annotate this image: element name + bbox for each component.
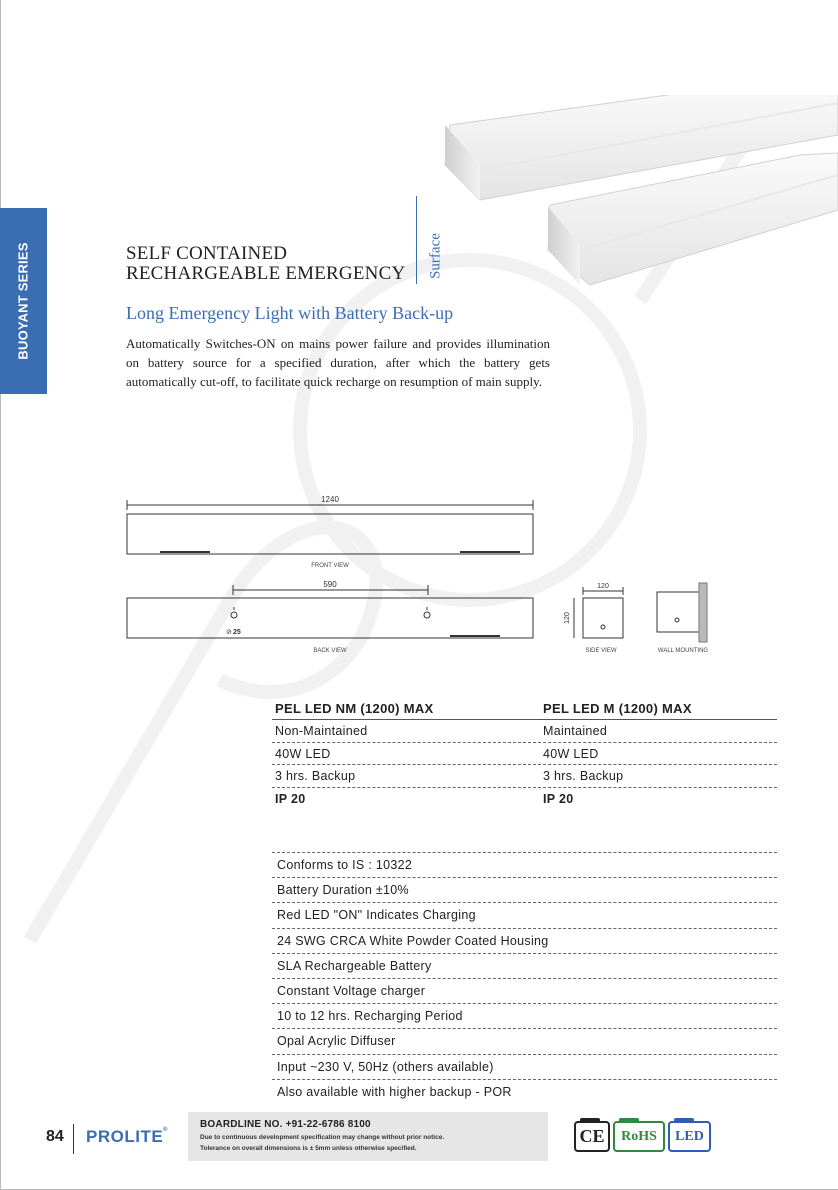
- back-view: [127, 585, 533, 638]
- front-view-label: FRONT VIEW: [311, 563, 349, 569]
- spec-cell: Maintained: [543, 724, 608, 738]
- back-dia-dim: 25: [233, 629, 241, 636]
- feature-item: 24 SWG CRCA White Powder Coated Housing: [272, 929, 777, 954]
- spec-cell: 40W LED: [275, 746, 331, 761]
- front-width-dim: 1240: [321, 495, 339, 504]
- ce-certification-badge: CE: [574, 1121, 610, 1152]
- feature-item: Constant Voltage charger: [272, 979, 777, 1004]
- brand-name: PROLITE: [86, 1127, 164, 1146]
- spec-cell: IP 20: [275, 791, 306, 806]
- spec-cell: IP 20: [543, 791, 574, 806]
- led-certification-badge: LED: [668, 1121, 711, 1152]
- rohs-certification-badge: RoHS: [613, 1121, 665, 1152]
- feature-item: SLA Rechargeable Battery: [272, 954, 777, 979]
- spec-cell: 3 hrs. Backup: [275, 769, 356, 783]
- boardline-number: BOARDLINE NO. +91-22-6786 8100: [200, 1119, 371, 1130]
- spec-row: [272, 720, 777, 743]
- footer-disclaimer: [200, 1132, 548, 1154]
- product-description: Automatically Switches-ON on mains power failure and provides illumination on battery source for a specified duration, after which the battery gets automatically cut-off, to facilitate quick recharge on resumption of main supply.: [126, 336, 550, 389]
- spec-cell: 40W LED: [543, 746, 599, 761]
- mount-type-label: Surface: [427, 233, 444, 279]
- wall-mounting-view: [657, 583, 707, 642]
- side-view: [574, 587, 623, 638]
- footer-contact-box: [188, 1112, 548, 1161]
- front-view: [127, 500, 533, 554]
- features-list: [272, 852, 777, 1105]
- spec-header-m: PEL LED M (1200) MAX: [543, 701, 692, 716]
- title-line-1: SELF CONTAINED: [126, 243, 288, 264]
- feature-item: Input ~230 V, 50Hz (others available): [272, 1055, 777, 1080]
- feature-item: Battery Duration ±10%: [272, 878, 777, 903]
- back-dia-symbol: ⊘: [226, 629, 232, 636]
- spec-row: [272, 788, 777, 811]
- side-view-label: SIDE VIEW: [585, 648, 617, 654]
- wall-mounting-label: WALL MOUNTING: [657, 648, 709, 654]
- side-tab-label: BUOYANT SERIES: [15, 242, 31, 360]
- title-line-2: RECHARGEABLE EMERGENCY: [126, 263, 406, 284]
- product-photo: [440, 95, 838, 295]
- side-height-dim: 120: [564, 612, 571, 624]
- back-view-label: BACK VIEW: [313, 648, 347, 654]
- spec-cell: 3 hrs. Backup: [543, 769, 624, 783]
- back-width-dim: 590: [323, 580, 337, 589]
- feature-item: Opal Acrylic Diffuser: [272, 1029, 777, 1054]
- product-title: [126, 244, 405, 284]
- feature-item: Conforms to IS : 10322: [272, 853, 777, 878]
- feature-item: Red LED "ON" Indicates Charging: [272, 903, 777, 928]
- spec-header-nm: PEL LED NM (1200) MAX: [275, 701, 434, 716]
- page-number: 84: [46, 1128, 64, 1145]
- feature-item: 10 to 12 hrs. Recharging Period: [272, 1004, 777, 1029]
- footer-divider: [73, 1124, 74, 1154]
- spec-row: [272, 743, 777, 766]
- side-width-dim: 120: [597, 583, 609, 590]
- feature-item: Also available with higher backup - POR: [277, 1084, 512, 1099]
- spec-table-header: [272, 700, 777, 720]
- side-tab: [0, 208, 47, 394]
- technical-drawing: [120, 490, 720, 660]
- footer-note-2: Tolerance on overall dimensions is ± 5mm unless otherwise specified.: [200, 1145, 417, 1152]
- footer-note-1: Due to continuous development specification may change without prior notice.: [200, 1134, 445, 1141]
- spec-cell: Non-Maintained: [275, 724, 368, 738]
- spec-table: [272, 700, 777, 810]
- title-divider: [416, 196, 417, 284]
- spec-row: [272, 765, 777, 788]
- brand-logo: PROLITE®: [86, 1127, 169, 1146]
- product-subtitle: Long Emergency Light with Battery Back-up: [126, 303, 454, 323]
